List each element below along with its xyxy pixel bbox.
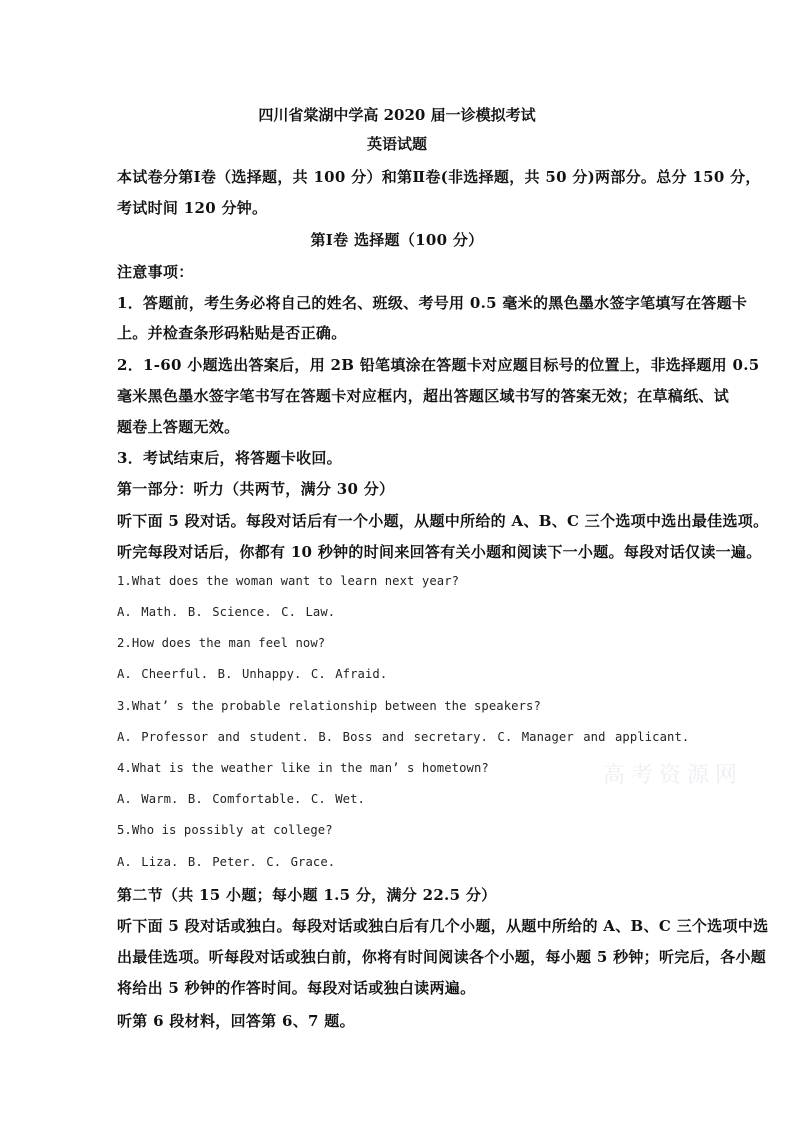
question-5-options: A. Liza. B. Peter. C. Grace. [117, 855, 336, 869]
note-3: 3．考试结束后，将答题卡收回。 [117, 449, 342, 467]
question-4-options: A. Warm. B. Comfortable. C. Wet. [117, 792, 365, 806]
watermark: 高考资源网 [603, 763, 744, 788]
section2-instruction-3: 将给出 5 秒钟的作答时间。每段对话或独白读两遍。 [117, 979, 476, 997]
question-4: 4.What is the weather like in the man’ s hometown? [117, 761, 489, 775]
material-6-prompt: 听第 6 段材料，回答第 6、7 题。 [117, 1012, 355, 1030]
note-2-line-1: 2．1-60 小题选出答案后，用 2B 铅笔填涂在答题卡对应题目标号的位置上，非选择题用 0.5 [117, 356, 760, 374]
question-1: 1.What does the woman want to learn next year? [117, 574, 460, 588]
note-1-line-1: 1．答题前，考生务必将自己的姓名、班级、考号用 0.5 毫米的黑色墨水签字笔填写在答题卡 [117, 294, 748, 312]
intro-line-1: 本试卷分第Ⅰ卷（选择题，共 100 分）和第Ⅱ卷(非选择题，共 50 分)两部分。总分 150 分， [117, 168, 761, 186]
exam-title: 四川省棠湖中学高 2020 届一诊模拟考试 [258, 106, 536, 124]
intro-line-2: 考试时间 120 分钟。 [117, 199, 268, 217]
section1-heading: 第一部分：听力（共两节，满分 30 分） [117, 480, 395, 498]
note-1-line-2: 上。并检查条形码粘贴是否正确。 [117, 324, 347, 342]
question-3-options: A. Professor and student. B. Boss and secretary. C. Manager and applicant. [117, 730, 690, 744]
section1-instruction-2: 听完每段对话后，你都有 10 秒钟的时间来回答有关小题和阅读下一小题。每段对话仅读一遍。 [117, 543, 762, 561]
note-2-line-2: 毫米黑色墨水签字笔书写在答题卡对应框内，超出答题区域书写的答案无效；在草稿纸、试 [117, 387, 730, 405]
note-2-line-3: 题卷上答题无效。 [117, 418, 240, 436]
question-2: 2.How does the man feel now? [117, 636, 326, 650]
question-2-options: A. Cheerful. B. Unhappy. C. Afraid. [117, 667, 388, 681]
notes-heading: 注意事项： [117, 263, 194, 281]
subject-title: 英语试题 [366, 135, 427, 153]
part1-title: 第Ⅰ卷 选择题（100 分） [310, 231, 484, 249]
question-5: 5.Who is possibly at college? [117, 823, 333, 837]
section2-heading: 第二节（共 15 小题；每小题 1.5 分，满分 22.5 分） [117, 886, 497, 904]
section1-instruction-1: 听下面 5 段对话。每段对话后有一个小题，从题中所给的 A、B、C 三个选项中选出最佳选项。 [117, 512, 769, 530]
section2-instruction-2: 出最佳选项。听每段对话或独白前，你将有时间阅读各个小题，每小题 5 秒钟；听完后，各小题 [117, 948, 767, 966]
section2-instruction-1: 听下面 5 段对话或独白。每段对话或独白后有几个小题，从题中所给的 A、B、C 三个选项中选 [117, 917, 769, 935]
question-3: 3.What’ s the probable relationship between the speakers? [117, 699, 541, 713]
question-1-options: A. Math. B. Science. C. Law. [117, 605, 336, 619]
